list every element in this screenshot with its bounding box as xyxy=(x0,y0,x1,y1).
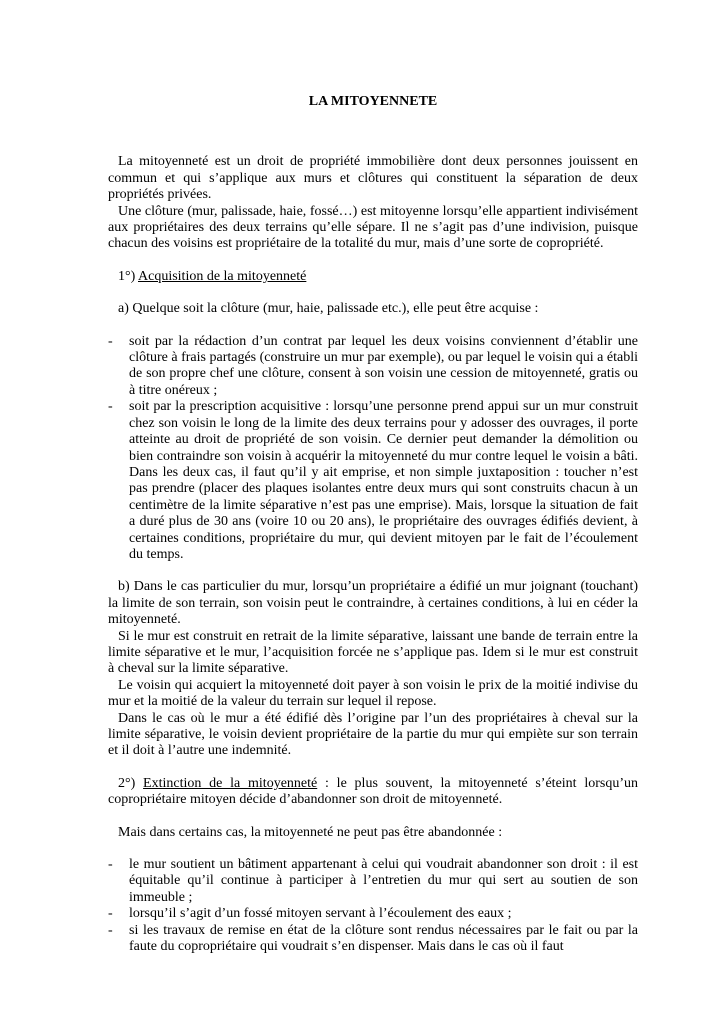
document-title: LA MITOYENNETE xyxy=(308,94,438,109)
list-item-text: lorsqu’il s’agit d’un fossé mitoyen servant à l’écoulement des eaux ; xyxy=(129,906,512,922)
list-item-text: le mur soutient un bâtiment appartenant à celui qui voudrait abandonner son droit : il est équitable qu’il continue à participer à l’entretien du mur qui sert au soutien de son immeuble ; xyxy=(129,857,638,905)
sub-b-paragraph-4: Dans le cas où le mur a été édifié dès l’origine par l’un des propriétaires à cheval sur la limite séparative, le voisin devient propriétaire de la partie du mur qui empiète sur son terrain et il doit à l’autre une indemnité. xyxy=(108,710,638,759)
section-2-heading xyxy=(108,776,638,809)
sub-b-paragraph-3: Le voisin qui acquiert la mitoyenneté doit payer à son voisin le prix de la moitié indivise du mur et la moitié de la valeur du terrain sur lequel il repose. xyxy=(108,677,638,710)
section-2-heading-rest: : le plus souvent, la mitoyenneté s’éteint lorsqu’un copropriétaire mitoyen décide d’abandonner son droit de mitoyenneté. xyxy=(108,775,639,808)
list-item xyxy=(108,906,638,922)
bullet-dash: - xyxy=(108,906,113,922)
list-item xyxy=(108,399,638,563)
document-page xyxy=(108,94,638,955)
list-item xyxy=(108,334,638,400)
section-1-number: 1°) xyxy=(118,268,138,284)
list-item xyxy=(108,923,638,956)
sub-b-paragraph-1: b) Dans le cas particulier du mur, lorsqu’un propriétaire a édifié un mur joignant (touchant) la limite de son terrain, son voisin peut le contraindre, à certaines conditions, à lui en céder la mitoyenneté. xyxy=(108,579,638,628)
bullet-dash: - xyxy=(108,333,113,349)
list-item-text: soit par la rédaction d’un contrat par lequel les deux voisins conviennent d’établir une clôture à frais partagés (construire un mur par exemple), ou par lequel le voisin qui a établi de son propre chef une clôture, consent à son voisin une cession de mitoyenneté, gratis ou à titre onéreux ; xyxy=(129,333,638,398)
section-2-bullet-list xyxy=(108,857,638,955)
intro-paragraph-2: Une clôture (mur, palissade, haie, fossé…) est mitoyenne lorsqu’elle appartient indivisément aux propriétaires des deux terrains qu’elle sépare. Il ne s’agit pas d’une indivision, puisque chacun des voisins est propriétaire de la totalité du mur, mais d’une sorte de copropriété. xyxy=(108,203,638,252)
sub-b-paragraph-2: Si le mur est construit en retrait de la limite séparative, laissant une bande de terrain entre la limite séparative et le mur, l’acquisition forcée ne s’applique pas. Idem si le mur est construit à cheval sur la limite séparative. xyxy=(108,628,638,677)
list-item-text: si les travaux de remise en état de la clôture sont rendus nécessaires par le fait ou par la faute du copropriétaire qui voudrait s’en dispenser. Mais dans le cas où il faut xyxy=(129,922,638,955)
intro-paragraph-1: La mitoyenneté est un droit de propriété immobilière dont deux personnes jouissent en commun et qui s’applique aux murs et clôtures qui constituent la séparation de deux propriétés privées. xyxy=(108,154,638,203)
list-item-text: soit par la prescription acquisitive : lorsqu’une personne prend appui sur un mur construit chez son voisin le long de la limite des deux terrains pour y adosser des ouvrages, il porte atteinte au droit de propriété de son voisin. Ce dernier peut demander la démolition ou bien contraindre son voisin à acquérir la mitoyenneté du mur contre lequel le voisin a bâti. Dans les deux cas, il faut qu’il y ait emprise, et non simple juxtaposition : toucher n’est pas prendre (placer des plaques isolantes entre deux murs qui sont construits chacun à un centimètre de la limite séparative n’est pas une emprise). Mais, lorsque la situation de fait a duré plus de 30 ans (voire 10 ou 20 ans), le propriétaire des ouvrages édifiés devient, à certaines conditions, propriétaire du mur, qui devient mitoyen par le fait de l’écoulement du temps. xyxy=(129,399,638,562)
section-1-bullet-list xyxy=(108,334,638,564)
section-1-title: Acquisition de la mitoyenneté xyxy=(138,268,307,284)
list-item xyxy=(108,857,638,906)
bullet-dash: - xyxy=(108,399,113,415)
bullet-dash: - xyxy=(108,857,113,873)
section-1-heading xyxy=(108,269,638,285)
section-2-title: Extinction de la mitoyenneté xyxy=(143,775,318,791)
section-1-sub-a: a) Quelque soit la clôture (mur, haie, palissade etc.), elle peut être acquise : xyxy=(118,301,539,317)
section-2-number: 2°) xyxy=(118,775,144,791)
section-2-intro: Mais dans certains cas, la mitoyenneté ne peut pas être abandonnée : xyxy=(118,824,503,840)
bullet-dash: - xyxy=(108,922,113,938)
